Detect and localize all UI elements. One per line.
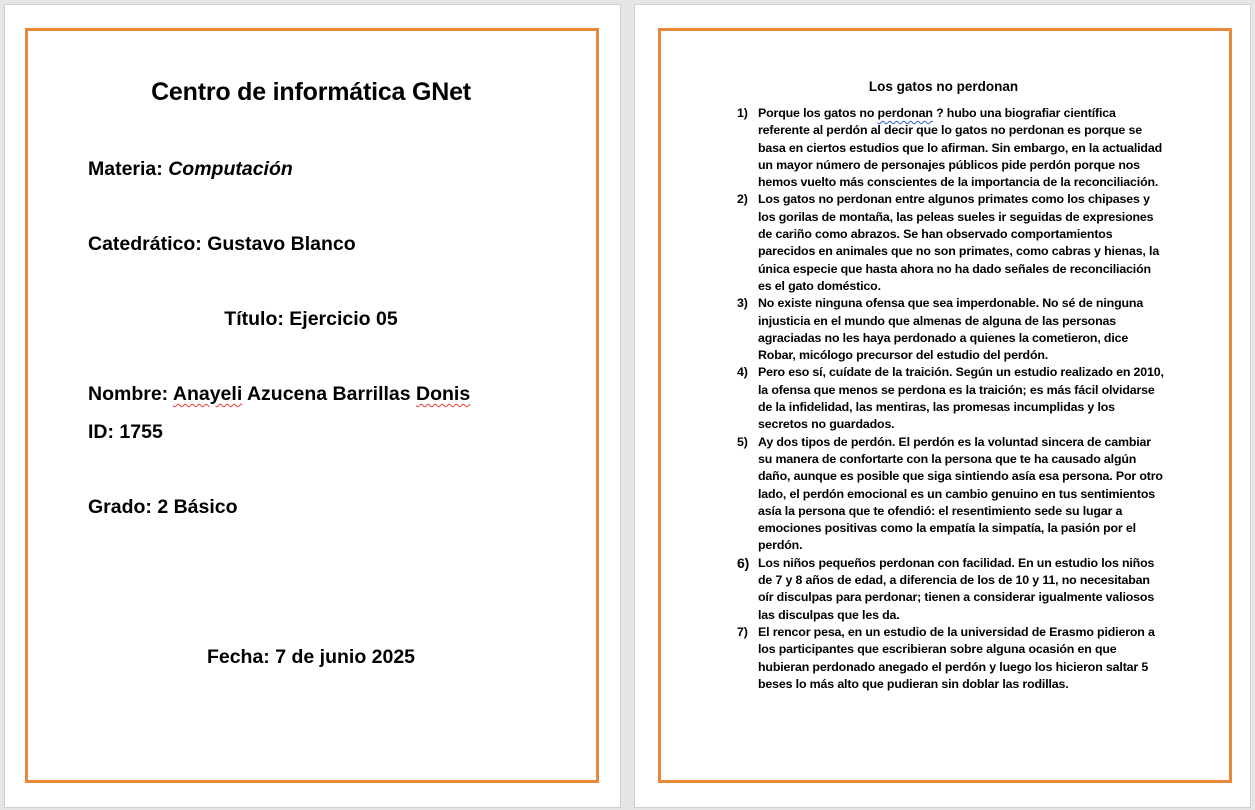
- list-item-number: 2): [737, 192, 748, 207]
- list-item: [735, 434, 1165, 555]
- list-item-text: No existe ninguna ofensa que sea imperdonable. No sé de ninguna injusticia en el mundo que almenas de alguna de las personas agraciadas no les haya perdonado a quienes la cometieron, dice Robar, micólogo precursor del estudio del perdón.: [758, 296, 1144, 363]
- cover-title: Centro de informática GNet: [151, 78, 471, 106]
- list-item-number: 6): [737, 554, 750, 571]
- cover-page: [4, 4, 621, 808]
- list-item: [735, 105, 1165, 191]
- list-item-text: Los niños pequeños perdonan con facilidad. En un estudio los niños de 7 y 8 años de edad, a diferencia de los de 10 y 11, no necesitaban oír disculpas para perdonar; tienen a considerar igualmente valiosos las disculpas que les da.: [758, 555, 1155, 622]
- nombre-first-spelling-flag[interactable]: Anayeli: [172, 383, 243, 405]
- nombre-label: Nombre:: [88, 383, 173, 405]
- nombre-middle: Azucena Barrillas: [242, 383, 417, 405]
- essay-list: [735, 105, 1165, 693]
- list-item-number: 3): [737, 296, 748, 311]
- materia-label: Materia:: [88, 158, 169, 180]
- id-line: ID: 1755: [88, 421, 163, 443]
- list-item-number: 5): [737, 434, 748, 449]
- list-item: [735, 555, 1165, 624]
- nombre-line: [88, 383, 470, 406]
- essay-page: [634, 4, 1251, 808]
- list-item-text-end: ? hubo una biografiar científica referente al perdón al decir que lo gatos no perdonan es porque se basa en ciertos estudios que lo afirman. Sin embargo, en la actualidad un mayor número de personajes públicos pide perdón porque nos hemos vuelto más conscientes de la importancia de la reconciliación.: [758, 106, 1163, 190]
- list-item-text: El rencor pesa, en un estudio de la universidad de Erasmo pidieron a los participantes que escribieran sobre alguna ocasión en que hubieran perdonado anegado el perdón y luego los hicieron saltar 5 beses lo más alto que pudieran sin doblar las rodillas.: [758, 624, 1155, 691]
- titulo-line: Título: Ejercicio 05: [224, 308, 398, 330]
- list-item-text: Pero eso sí, cuídate de la traición. Según un estudio realizado en 2010, la ofensa que menos se perdona es la traición; es más fácil olvidarse de la infidelidad, las mentiras, las promesas incumplidas y los secretos no guardados.: [758, 365, 1164, 432]
- list-item: [735, 191, 1165, 295]
- list-item: [735, 364, 1165, 433]
- materia-line: [88, 158, 293, 181]
- grammar-flag[interactable]: perdonan: [877, 106, 933, 120]
- fecha-line: Fecha: 7 de junio 2025: [206, 646, 416, 668]
- grado-line: Grado: 2 Básico: [88, 496, 238, 518]
- nombre-last-spelling-flag[interactable]: Donis: [416, 383, 471, 405]
- list-item: [735, 624, 1165, 693]
- materia-value: Computación: [168, 158, 293, 180]
- list-item: [735, 295, 1165, 364]
- list-item-text-start: Porque los gatos no: [758, 106, 878, 120]
- list-item-number: 7): [737, 624, 748, 639]
- catedratico-line: Catedrático: Gustavo Blanco: [88, 233, 356, 255]
- essay-title: Los gatos no perdonan: [868, 79, 1019, 94]
- list-item-text: Los gatos no perdonan entre algunos primates como los chipases y los gorilas de montaña, las peleas sueles ir seguidas de expresiones de cariño como abrazos. Se han observado comportamientos parecidos en animales que no son primates, como cabras y hienas, la única especie que hasta ahora no ha dado señales de reconciliación es el gato doméstico.: [758, 192, 1160, 293]
- list-item-text: Ay dos tipos de perdón. El perdón es la voluntad sincera de cambiar su manera de confortarte con la persona que te ha causado algún daño, aunque es posible que siga sintiendo asía esa persona. Por otro lado, el perdón emocional es un cambio genuino en tus sentimientos asía la persona que te ofendió: el resentimiento sede su lugar a emociones positivas como la empatía la simpatía, la pasión por el perdón.: [758, 434, 1163, 553]
- list-item-number: 1): [737, 106, 748, 120]
- list-item-number: 4): [737, 365, 748, 380]
